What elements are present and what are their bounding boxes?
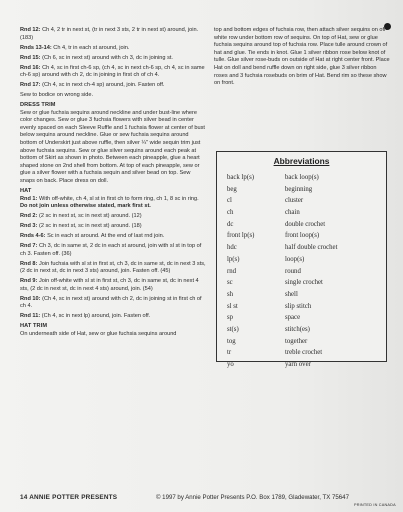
abbreviation-definition: back loop(s) <box>285 174 319 181</box>
round-text: Join off-white with sl st in first st, ch 3, dc in same st, dc in next 4 sts, (2 dc in next st, dc in next 4 sts) around, join. (54) <box>20 278 199 292</box>
abbreviation-code: st(s) <box>227 325 239 333</box>
printed-in-label: PRINTED IN CANADA <box>354 503 396 507</box>
round-instruction <box>20 261 206 276</box>
abbreviation-row <box>227 336 383 348</box>
round-text: Ch 4, sc in first ch-6 sp, (ch 4, sc in next ch-6 sp, ch 4, sc in same ch-6 sp) around with ch 2, dc in joining in first ch of ch 4. <box>20 64 205 79</box>
abbreviation-definition: front loop(s) <box>285 232 320 240</box>
round-text: Join fuchsia with sl st in first st, ch 3, dc in same st, dc in next 3 sts, (2 dc in next st, dc in next 3 sts) around, join. Fasten off. (45) <box>20 260 206 275</box>
abbreviation-definition: beginning <box>285 185 313 193</box>
abbreviation-code: sl st <box>227 302 238 310</box>
abbreviations-list <box>227 172 383 371</box>
abbreviations-title: Abbreviations <box>273 156 330 166</box>
abbreviation-definition: shell <box>285 290 298 298</box>
round-instruction <box>20 233 206 241</box>
round-text: (2 sc in next st, sc in next st) around. (18) <box>38 223 142 230</box>
abbreviation-definition: cluster <box>285 197 304 205</box>
abbreviation-definition: treble crochet <box>285 349 323 357</box>
right-column <box>214 27 391 90</box>
abbreviations-box <box>216 151 387 368</box>
abbreviation-code: beg <box>227 185 237 193</box>
abbreviation-row <box>227 242 383 254</box>
page-label: 14 ANNIE POTTER PRESENTS <box>20 494 118 501</box>
abbreviation-row <box>227 230 383 242</box>
round-instruction <box>20 65 206 80</box>
round-text: (Ch 4, sc in next ch-4 sp) around, join. Fasten off. <box>42 82 165 89</box>
abbreviation-code: tr <box>227 349 232 357</box>
abbreviation-definition: yarn over <box>285 361 311 368</box>
abbreviation-row <box>227 207 383 219</box>
round-text: With off-white, ch 4, sl st in first ch to form ring, ch 1, 8 sc in ring. <box>38 195 199 202</box>
abbreviation-definition: slip stitch <box>285 302 312 310</box>
abbreviation-definition: double crochet <box>285 220 326 228</box>
abbreviation-definition: single crochet <box>285 279 323 287</box>
round-text: (Ch 4, sc in next lp) around, join. Fasten off. <box>41 313 151 320</box>
abbreviation-code: tog <box>227 337 236 345</box>
abbreviation-row <box>227 172 383 184</box>
abbreviation-code: hdc <box>227 244 237 252</box>
round-instruction <box>20 196 206 211</box>
abbreviation-code: dc <box>227 220 234 228</box>
copyright-line: © 1997 by Annie Potter Presents P.O. Box 1789, Gladewater, TX 75647 <box>156 494 349 501</box>
round-text: Ch 3, dc in same st, 2 dc in each st around, join with sl st in top of ch 3. Fasten off. (36) <box>20 243 202 257</box>
round-label: Rnd 15: <box>20 54 41 61</box>
round-instruction <box>20 223 206 231</box>
round-label: Rnd 3: <box>20 223 38 230</box>
round-label: Rnd 16: <box>20 64 41 71</box>
left-column <box>20 27 206 341</box>
abbreviation-row <box>227 312 383 324</box>
abbreviation-code: sp <box>227 314 234 322</box>
abbreviation-definition: chain <box>285 209 300 217</box>
abbreviation-row <box>227 289 383 301</box>
abbreviation-definition: stitch(es) <box>285 325 310 333</box>
abbreviation-code: sc <box>227 279 233 287</box>
abbreviation-definition: together <box>285 337 308 345</box>
abbreviation-code: ch <box>227 209 234 217</box>
round-text: (Ch 4, sc in next st) around with ch 2, dc in joining st in first ch of ch 4. <box>20 295 202 310</box>
round-emphasis: Do not join unless otherwise stated, mark first st. <box>20 203 151 210</box>
instruction-text: Sew or glue fuchsia sequins around neckline and under bust-line where color changes. Sew or glue 3 fuchsia flowers with silver bead in center evenly spaced on each Sleeve Ruffle and 1 fuchsia flower at center of bust below sequins around neckline. Glue or sew fuchsia sequins around bottom of Underskirt just above ruffle, then silver ¼" wide sequin trim just above fuchsia sequins. Sew or glue silver sequins around each peak at bottom of Skirt as shown in photo. Between each pineapple, glue a heart shaped stone on 2nd shell from bottom. At top of each pineapple, sew or glue a silver flower with a fuchsia sequin and silver bead on top. Sew snaps on back. Place dress on doll. <box>20 109 205 185</box>
abbreviation-row <box>227 219 383 231</box>
round-label: Rnd 12: <box>20 27 41 33</box>
round-text: Sc in each st around. At the end of last rnd join. <box>47 233 165 240</box>
round-label: Rnds 4-6: <box>20 233 46 240</box>
section-heading: HAT TRIM <box>20 323 48 330</box>
abbreviation-row <box>227 195 383 207</box>
round-text: (2 sc in next st, sc in next st) around. (12) <box>38 213 142 220</box>
abbreviation-code: lp(s) <box>227 255 240 263</box>
section-heading: DRESS TRIM <box>20 102 56 109</box>
round-text: (Ch 6, sc in next st) around with ch 3, dc in joining st. <box>42 54 173 61</box>
round-instruction <box>20 55 206 63</box>
abbreviation-row <box>227 301 383 313</box>
abbreviation-definition: round <box>285 267 301 275</box>
round-label: Rnd 1: <box>20 195 38 202</box>
abbreviation-code: sh <box>227 290 234 298</box>
abbreviation-code: yo <box>227 361 234 368</box>
abbreviation-code: rnd <box>227 267 237 275</box>
section-heading: HAT <box>20 188 32 195</box>
hat-trim-continued: top and bottom edges of fuchsia row, then attach silver sequins on off-white row under bottom row of sequins. On top of Hat, sew or glue fuchsia sequins around top of fuchsia row. Place tulle around crown of hat and glue. Tie ends in knot. Glue 1 silver ribbon rose below knot of tulle. Glue silver rose-buds on outside of Hat at right center front. Place Hat on doll and bend ruffle down on right side, glue 3 silver ribbon roses and 3 fuchsia rosebuds on brim of Hat. Bend rim so these show on front. <box>214 27 390 87</box>
round-label: Rnds 13-14: <box>20 44 52 51</box>
abbreviation-row <box>227 359 383 371</box>
round-text: Ch 4, 2 tr in next st, (tr in next 3 sts, 2 tr in next st) around, join. (183) <box>20 27 199 41</box>
abbreviation-code: back lp(s) <box>227 174 254 181</box>
round-instruction <box>20 313 206 321</box>
round-label: Rnd 9: <box>20 278 38 285</box>
round-label: Rnd 17: <box>20 82 41 89</box>
round-instruction <box>20 27 206 42</box>
round-label: Rnd 7: <box>20 243 38 250</box>
instruction-text: On underneath side of Hat, sew or glue fuchsia sequins around <box>20 331 177 338</box>
round-instruction <box>20 243 206 258</box>
abbreviation-definition: loop(s) <box>285 255 305 263</box>
round-instruction <box>20 213 206 221</box>
abbreviation-code: front lp(s) <box>227 232 255 240</box>
round-label: Rnd 10: <box>20 295 41 302</box>
abbreviation-row <box>227 277 383 289</box>
abbreviation-row <box>227 347 383 359</box>
abbreviation-row <box>227 184 383 196</box>
round-instruction <box>20 296 206 311</box>
round-label: Rnd 8: <box>20 260 38 267</box>
round-instruction <box>20 45 206 53</box>
abbreviation-row <box>227 266 383 278</box>
round-instruction <box>20 278 206 293</box>
round-text: Ch 4, tr in each st around, join. <box>53 44 130 51</box>
abbreviation-row <box>227 254 383 266</box>
round-instruction <box>20 82 206 90</box>
abbreviation-code: cl <box>227 197 232 205</box>
instruction-text: Sew to bodice on wrong side. <box>20 92 94 99</box>
abbreviation-definition: space <box>285 314 301 322</box>
round-label: Rnd 11: <box>20 313 41 320</box>
abbreviation-row <box>227 324 383 336</box>
abbreviation-definition: half double crochet <box>285 244 338 252</box>
round-label: Rnd 2: <box>20 213 38 220</box>
